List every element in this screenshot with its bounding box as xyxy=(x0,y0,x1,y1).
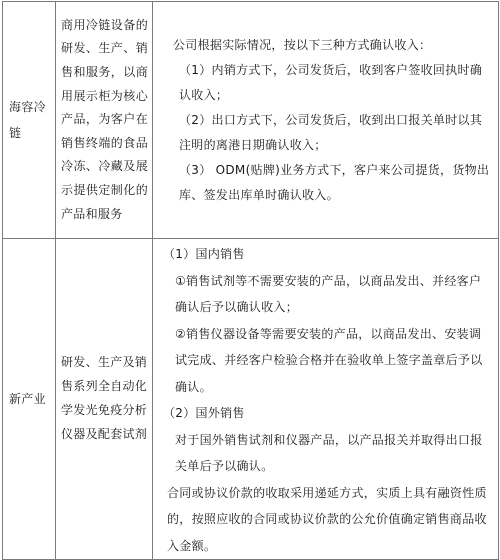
business-description: 研发、生产及销售系列全自动化学发光免疫分析仪器及配套试剂 xyxy=(61,355,148,441)
recognition-item: 合同或协议价款的收取采用递延方式，实质上具有融资性质的，按照应收的合同或协议价款的公允价值确定销售商品收入金额。 xyxy=(167,485,487,553)
recognition-heading: （2）国外销售 xyxy=(163,406,245,420)
revenue-recognition-cell xyxy=(153,2,499,239)
revenue-recognition-table xyxy=(2,1,499,560)
table-row xyxy=(3,239,499,560)
recognition-item: ②销售仪器设备等需要安装的产品，以商品发出、安装调试完成、并经客户检验合格并在验收单上签字盖章后予以确认。 xyxy=(175,326,483,394)
recognition-item: 对于国外销售试剂和仪器产品，以产品报关并取得出口报关单后予以确认。 xyxy=(175,432,483,473)
company-name: 海容冷链 xyxy=(9,100,46,140)
business-description: 商用冷链设备的研发、生产、销售和服务，以商用展示柜为核心产品，为客户在销售终端的食品冷冻、冷藏及展示提供定制化的产品和服务 xyxy=(61,17,148,221)
company-name-cell xyxy=(3,2,56,239)
recognition-item: （1）内销方式下，公司发货后，收到客户签收回执时确认收入； xyxy=(179,62,483,102)
revenue-recognition-cell xyxy=(153,239,499,560)
business-description-cell xyxy=(56,2,153,239)
recognition-intro: 公司根据实际情况，按以下三种方式确认收入： xyxy=(173,37,432,52)
recognition-heading: （1）国内销售 xyxy=(163,247,245,261)
recognition-item: ①销售试剂等不需要安装的产品，以商品发出、并经客户确认后予以确认收入； xyxy=(175,273,482,314)
company-name-cell xyxy=(3,239,56,560)
company-name: 新产业 xyxy=(9,392,46,406)
business-description-cell xyxy=(56,239,153,560)
recognition-item: （2）出口方式下，公司发货后，收到出口报关单时以其注明的离港日期确认收入； xyxy=(179,112,483,152)
table-row xyxy=(3,2,499,239)
recognition-item: （3） ODM(贴牌)业务方式下，客户来公司提货，货物出库、签发出库单时确认收入。 xyxy=(179,162,490,202)
